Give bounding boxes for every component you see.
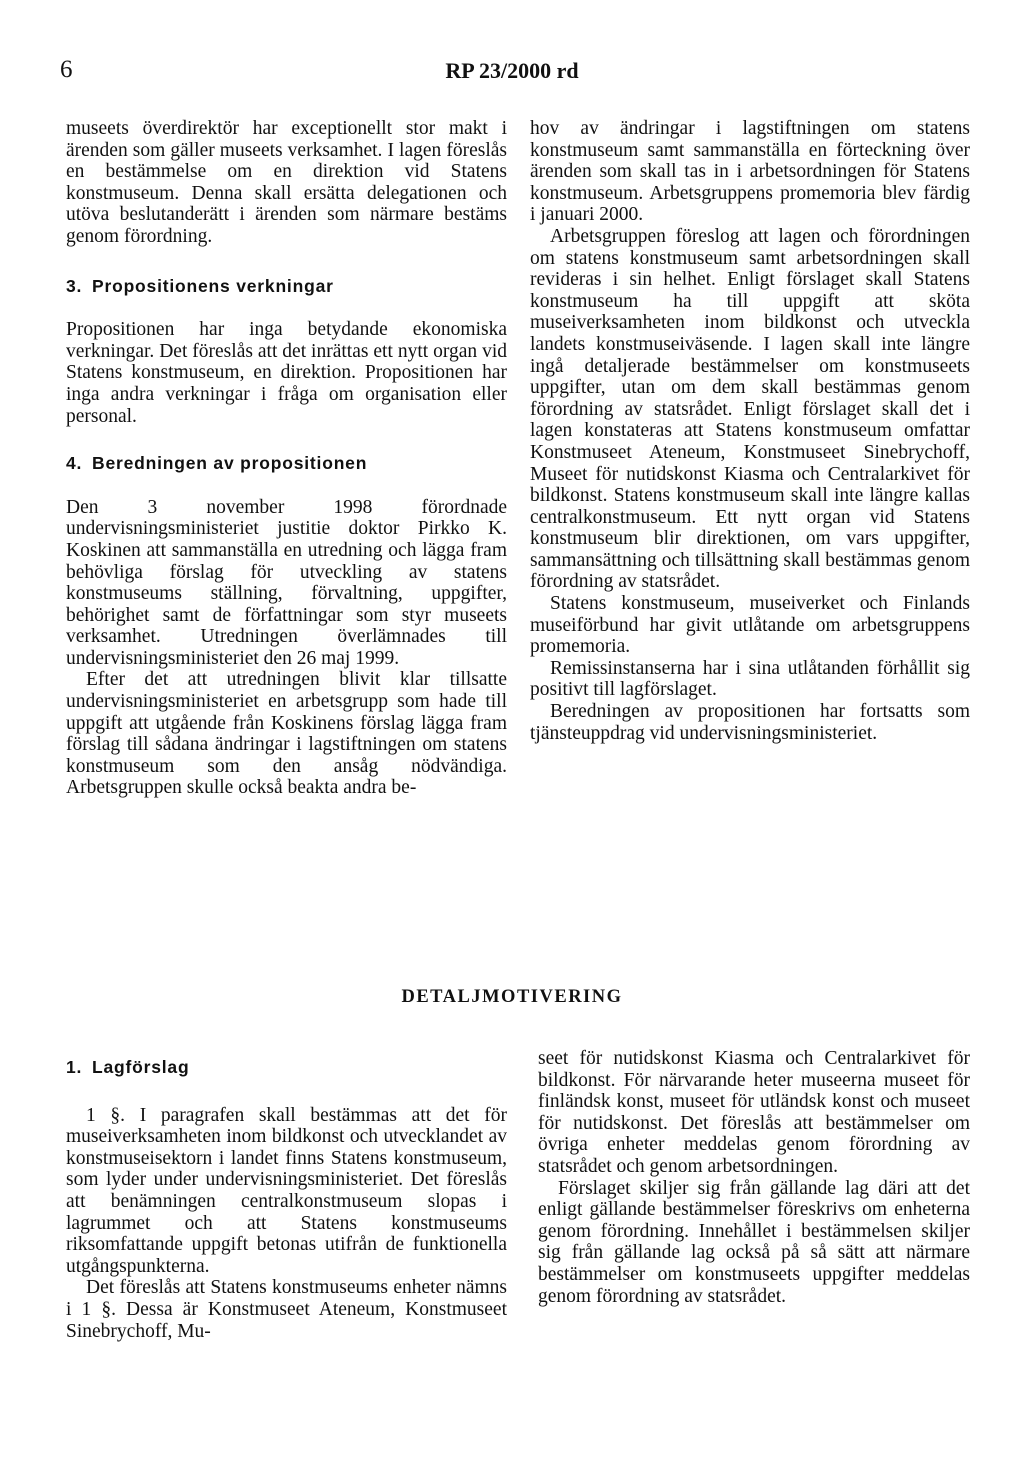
section-4-number: 4.	[66, 453, 83, 474]
detail-heading: DETALJMOTIVERING	[401, 987, 623, 1007]
section-3-number: 3.	[66, 275, 83, 296]
section-3-title: Propositionens verkningar	[92, 275, 334, 296]
detail-section-1-number: 1.	[66, 1057, 83, 1077]
detail-left-paragraph-2: Det föreslås att Statens konstmuseums enheter nämns i 1 §. Dessa är Konstmuseet Ateneum, Konstmuseet Sinebrychoff, Mu-	[66, 1277, 507, 1342]
top-right-column	[530, 118, 970, 744]
section-4-heading	[66, 453, 507, 475]
detail-right-paragraph-2: Förslaget skiljer sig från gällande lag däri att det enligt gällande bestämmelser föreskrivs om enheterna genom förordning. Innehållet i bestämmelsen skiljer sig från gällande lag också på så sätt att närmare bestämmelser om konstmuseets uppgifter meddelas genom förordning av statsrådet.	[538, 1177, 970, 1307]
section-3-heading	[66, 276, 507, 298]
section-4-title: Beredningen av propositionen	[92, 453, 368, 474]
right-paragraph-1: hov av ändringar i lagstiftningen om statens konstmuseum samt sammanställa en förteckning över ärenden som skall tas in i arbetsordningen för Statens konstmuseum. Arbetsgruppens promemoria blev färdig i januari 2000.	[530, 118, 970, 226]
detail-left-paragraph-1: 1 §. I paragrafen skall bestämmas att det för museiverksamheten inom bildkonst och utvecklandet av konstmuseisektorn i landet finns Statens konstmuseum, som lyder under undervisningsministeriet. Det föreslås att benämningen centralkonstmuseum slopas i lagrummet och att Statens konstmuseums riksomfattande uppgift betonas utifrån de funktionella utgångspunkterna.	[66, 1104, 507, 1277]
section-4-paragraph-1: Den 3 november 1998 förordnade undervisningsministeriet justitie doktor Pirkko K. Koskinen att sammanställa en utredning och lägga fram behövliga förslag för utveckling av statens konstmuseums ställning, förvaltning, uppgifter, behörighet samt de författningar som styr museets verksamhet. Utredningen överlämnades till undervisningsministeriet den 26 maj 1999.	[66, 496, 507, 669]
document-id: RP 23/2000 rd	[445, 58, 579, 83]
detail-left-column	[66, 1057, 507, 1342]
detail-section-1-heading	[66, 1057, 507, 1079]
right-paragraph-3: Statens konstmuseum, museiverket och Finlands museiförbund har givit utlåtande om arbetsgruppens promemoria.	[530, 593, 970, 658]
page-number: 6	[60, 56, 73, 83]
section-4-paragraph-2: Efter det att utredningen blivit klar tillsatte undervisningsministeriet en arbetsgrupp som hade till uppgift att utgående från Koskinens förslag lägga fram förslag till sådana ändringar i lagstiftningen om statens konstmuseum som den ansåg nödvändiga. Arbetsgruppen skulle också beakta andra be-	[66, 669, 507, 799]
detail-section-1-title: Lagförslag	[92, 1057, 190, 1077]
intro-paragraph: museets överdirektör har exceptionellt stor makt i ärenden som gäller museets verksamhet. I lagen föreslås en bestämmelse om en direktion vid Statens konstmuseum. Denna skall ersätta delegationen och utöva beslutanderätt i ärenden som närmare bestäms genom förordning.	[66, 118, 507, 247]
detail-right-column	[538, 1048, 970, 1307]
right-paragraph-4: Remissinstanserna har i sina utlåtanden förhållit sig positivt till lagförslaget.	[530, 657, 970, 701]
section-3-paragraph: Propositionen har inga betydande ekonomiska verkningar. Det föreslås att det inrättas ett nytt organ vid Statens konstmuseum, en direktion. Propositionen har inga andra verkningar i fråga om organisation eller personal.	[66, 319, 507, 427]
detail-right-paragraph-1: seet för nutidskonst Kiasma och Centralarkivet för bildkonst. För närvarande heter museerna museet för finländsk konst, museet för utländsk konst och museet för nutidskonst. Det föreslås att bestämmelser om övriga enheter meddelas genom förordning av statsrådet och genom arbetsordningen.	[538, 1048, 970, 1177]
right-paragraph-5: Beredningen av propositionen har fortsatts som tjänsteuppdrag vid undervisningsministeriet.	[530, 701, 970, 744]
right-paragraph-2: Arbetsgruppen föreslog att lagen och förordningen om statens konstmuseum samt arbetsordningen skall revideras i sin helhet. Enligt förslaget skall Statens konstmuseum ha till uppgift att sköta museiverksamheten inom bildkonst och utveckla landets konstmuseiväsende. I lagen skall inte längre ingå detaljerade bestämmelser om konstmuseets uppgifter, utan om dem skall bestämmas genom förordning av statsrådet. Enligt förslaget skall det i lagen konstateras att Statens konstmuseum omfattar Konstmuseet Ateneum, Konstmuseet Sinebrychoff, Museet för nutidskonst Kiasma och Centralarkivet för bildkonst. Statens konstmuseum skall inte längre kallas centralkonstmuseum. Ett nytt organ vid Statens konstmuseum blir direktionen, om vars uppgifter, sammansättning och tillsättning skall bestämmas genom förordning av statsrådet.	[530, 225, 970, 593]
top-left-column	[66, 118, 507, 799]
